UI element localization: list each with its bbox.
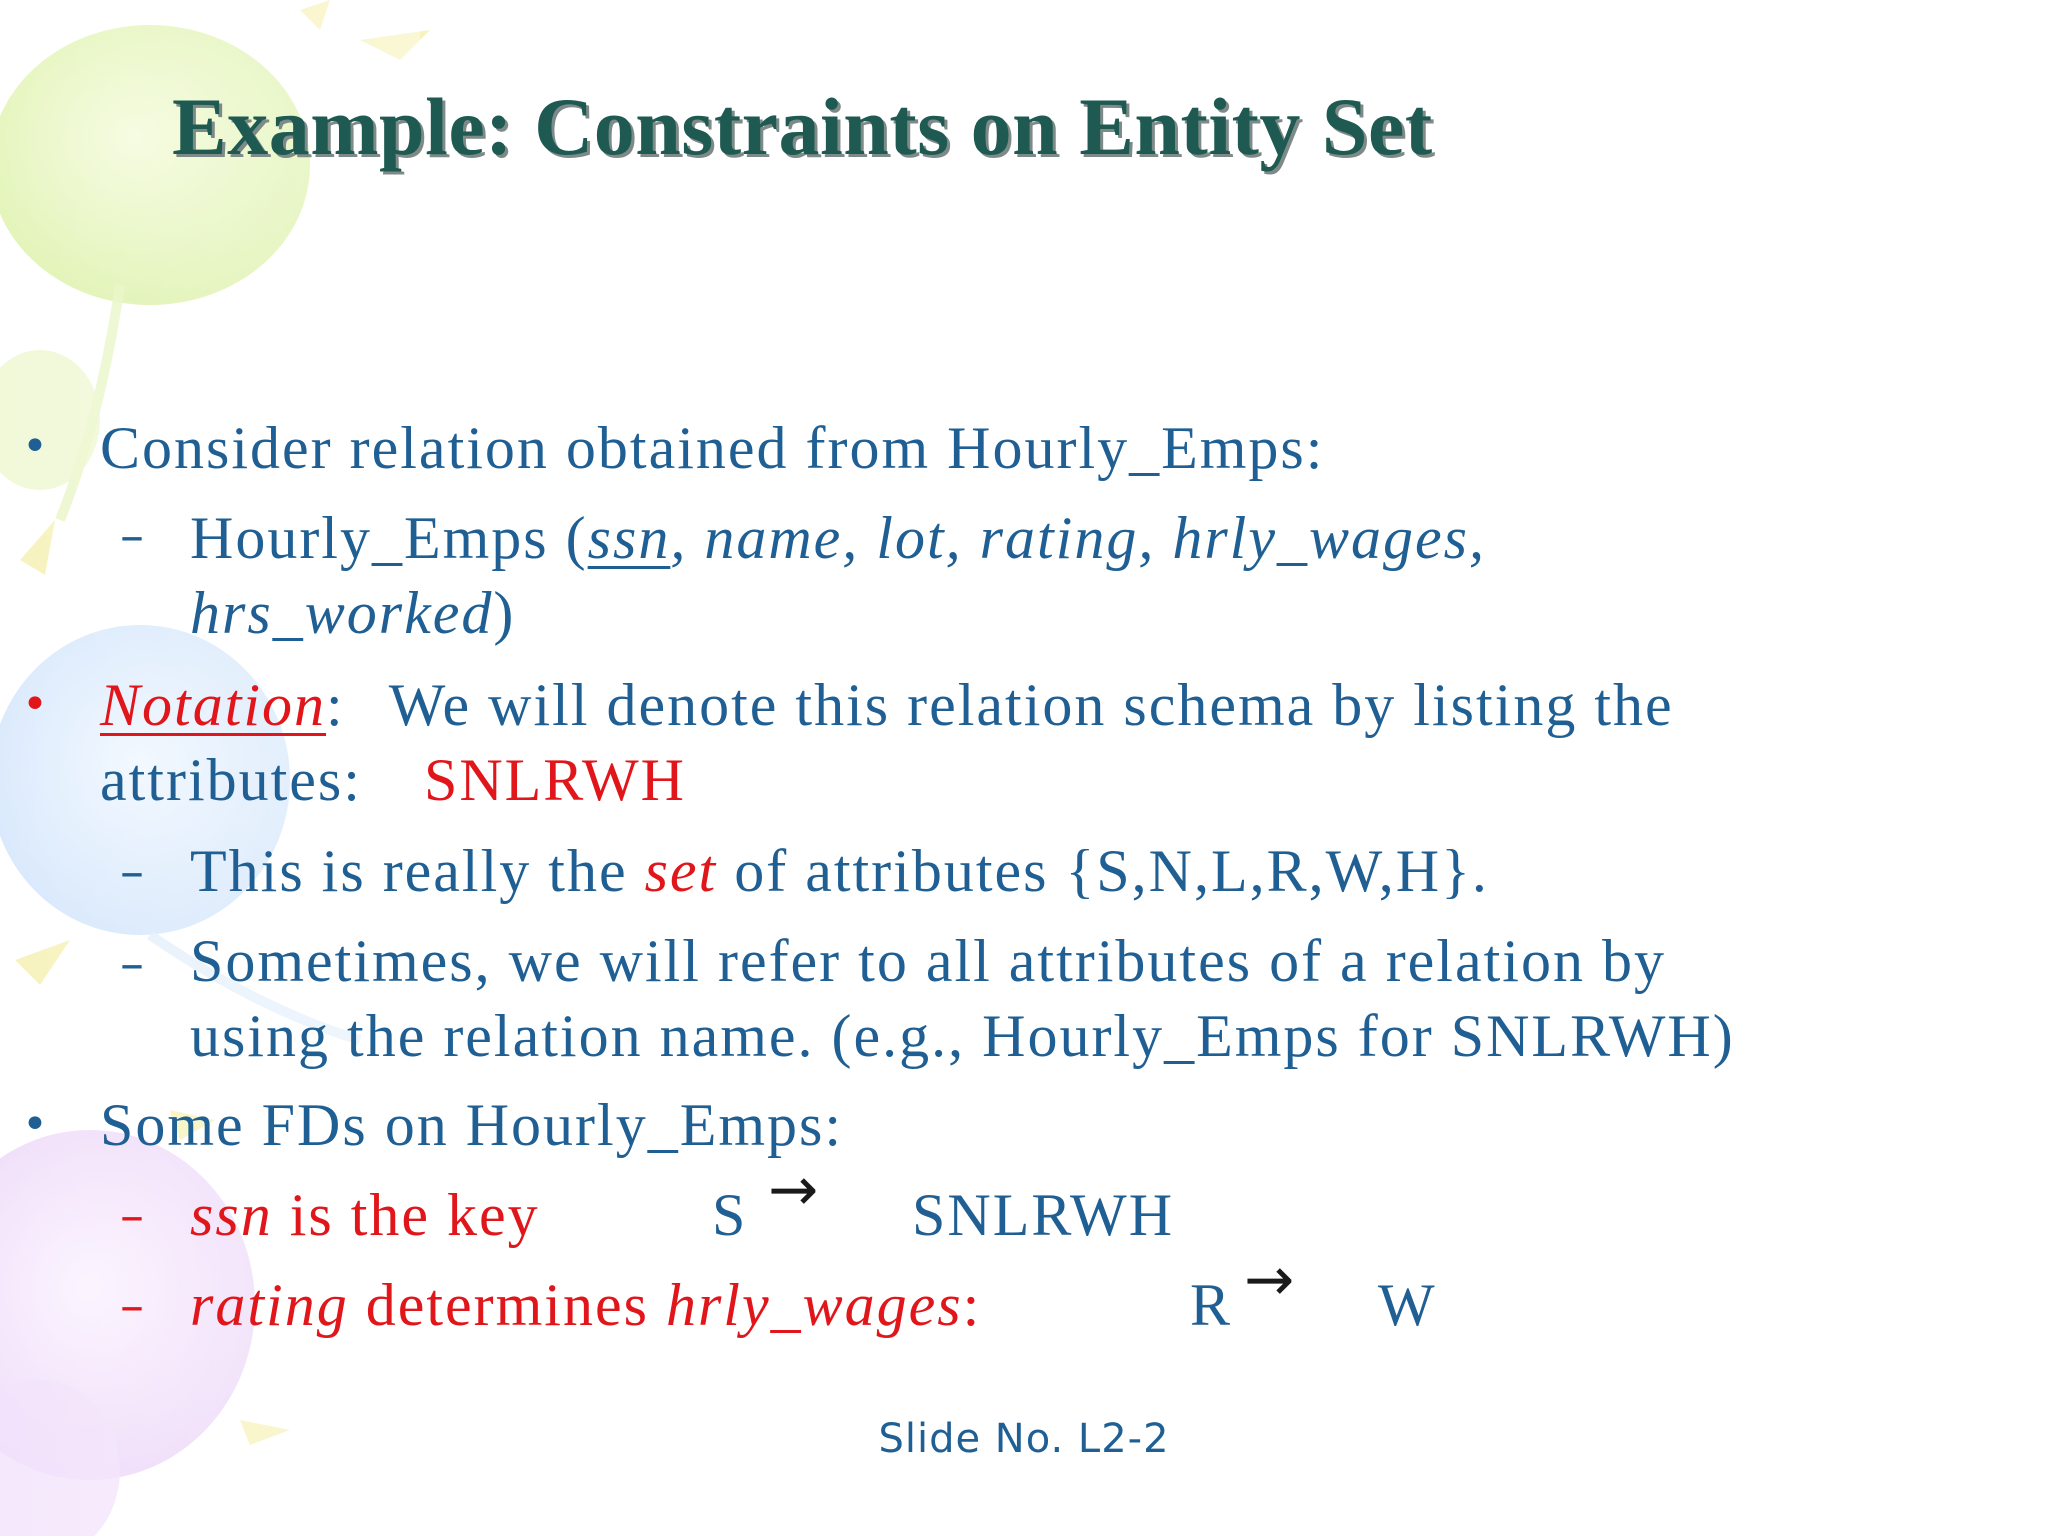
notation-code: SNLRWH	[423, 747, 686, 813]
fd-colon: :	[962, 1272, 982, 1338]
schema-line	[190, 505, 1486, 571]
fd-ssn: ssn	[190, 1182, 273, 1248]
slide-number: Slide No. L2-2	[878, 1416, 1170, 1462]
relation-name-line-1: Sometimes, we will refer to all attributes of a relation by	[190, 928, 1666, 994]
fd1-lhs: S	[712, 1182, 748, 1248]
dash-marker-red: –	[120, 1278, 144, 1334]
fd-rating: rating	[190, 1272, 349, 1338]
set-text-a: This is really the	[190, 838, 645, 904]
arrow-icon: →	[768, 1155, 819, 1225]
bullet-some-fds: Some FDs on Hourly_Emps:	[100, 1092, 844, 1158]
schema-line-2	[190, 580, 515, 646]
fd1-rhs: SNLRWH	[912, 1182, 1175, 1248]
bullet-marker: •	[22, 421, 48, 472]
set-of-attributes-line	[190, 838, 1489, 904]
dash-marker: –	[120, 844, 144, 900]
set-text-c: of attributes {S,N,L,R,W,H}.	[717, 838, 1489, 904]
fd-determines: determines	[348, 1272, 666, 1338]
bullet-marker-red: •	[22, 679, 48, 730]
schema-close: )	[493, 580, 516, 646]
dash-marker: –	[120, 936, 144, 992]
bullet-marker: •	[22, 1099, 48, 1150]
dash-marker-red: –	[120, 1188, 144, 1244]
arrow-icon: →	[1244, 1245, 1295, 1315]
bullet-consider-relation: Consider relation obtained from Hourly_Emps:	[100, 415, 1325, 481]
bullet-notation	[100, 672, 1674, 738]
set-word: set	[644, 838, 718, 904]
schema-hrs-worked: hrs_worked	[190, 580, 494, 646]
fd-is-the-key: is the key	[272, 1182, 540, 1248]
fd-ssn-key-text	[190, 1182, 540, 1248]
schema-key-ssn: ssn	[587, 505, 671, 571]
relation-name-line-2: using the relation name. (e.g., Hourly_Emps for SNLRWH)	[190, 1003, 1735, 1069]
notation-text: We will denote this relation schema by listing the	[388, 672, 1674, 738]
fd-hrly-wages: hrly_wages	[665, 1272, 963, 1338]
schema-prefix: Hourly_Emps (	[190, 505, 588, 571]
schema-attributes: , name, lot, rating, hrly_wages,	[670, 505, 1486, 571]
fd2-lhs: R	[1190, 1272, 1233, 1338]
notation-line-2	[100, 747, 686, 813]
fd2-rhs: W	[1378, 1272, 1437, 1338]
fd-rating-text	[190, 1272, 981, 1338]
notation-label: Notation	[100, 672, 327, 738]
slide-title: Example: Constraints on Entity Set	[172, 81, 1433, 172]
dash-marker: –	[120, 508, 144, 564]
notation-colon: :	[326, 672, 345, 738]
notation-attributes-label: attributes:	[100, 747, 362, 813]
